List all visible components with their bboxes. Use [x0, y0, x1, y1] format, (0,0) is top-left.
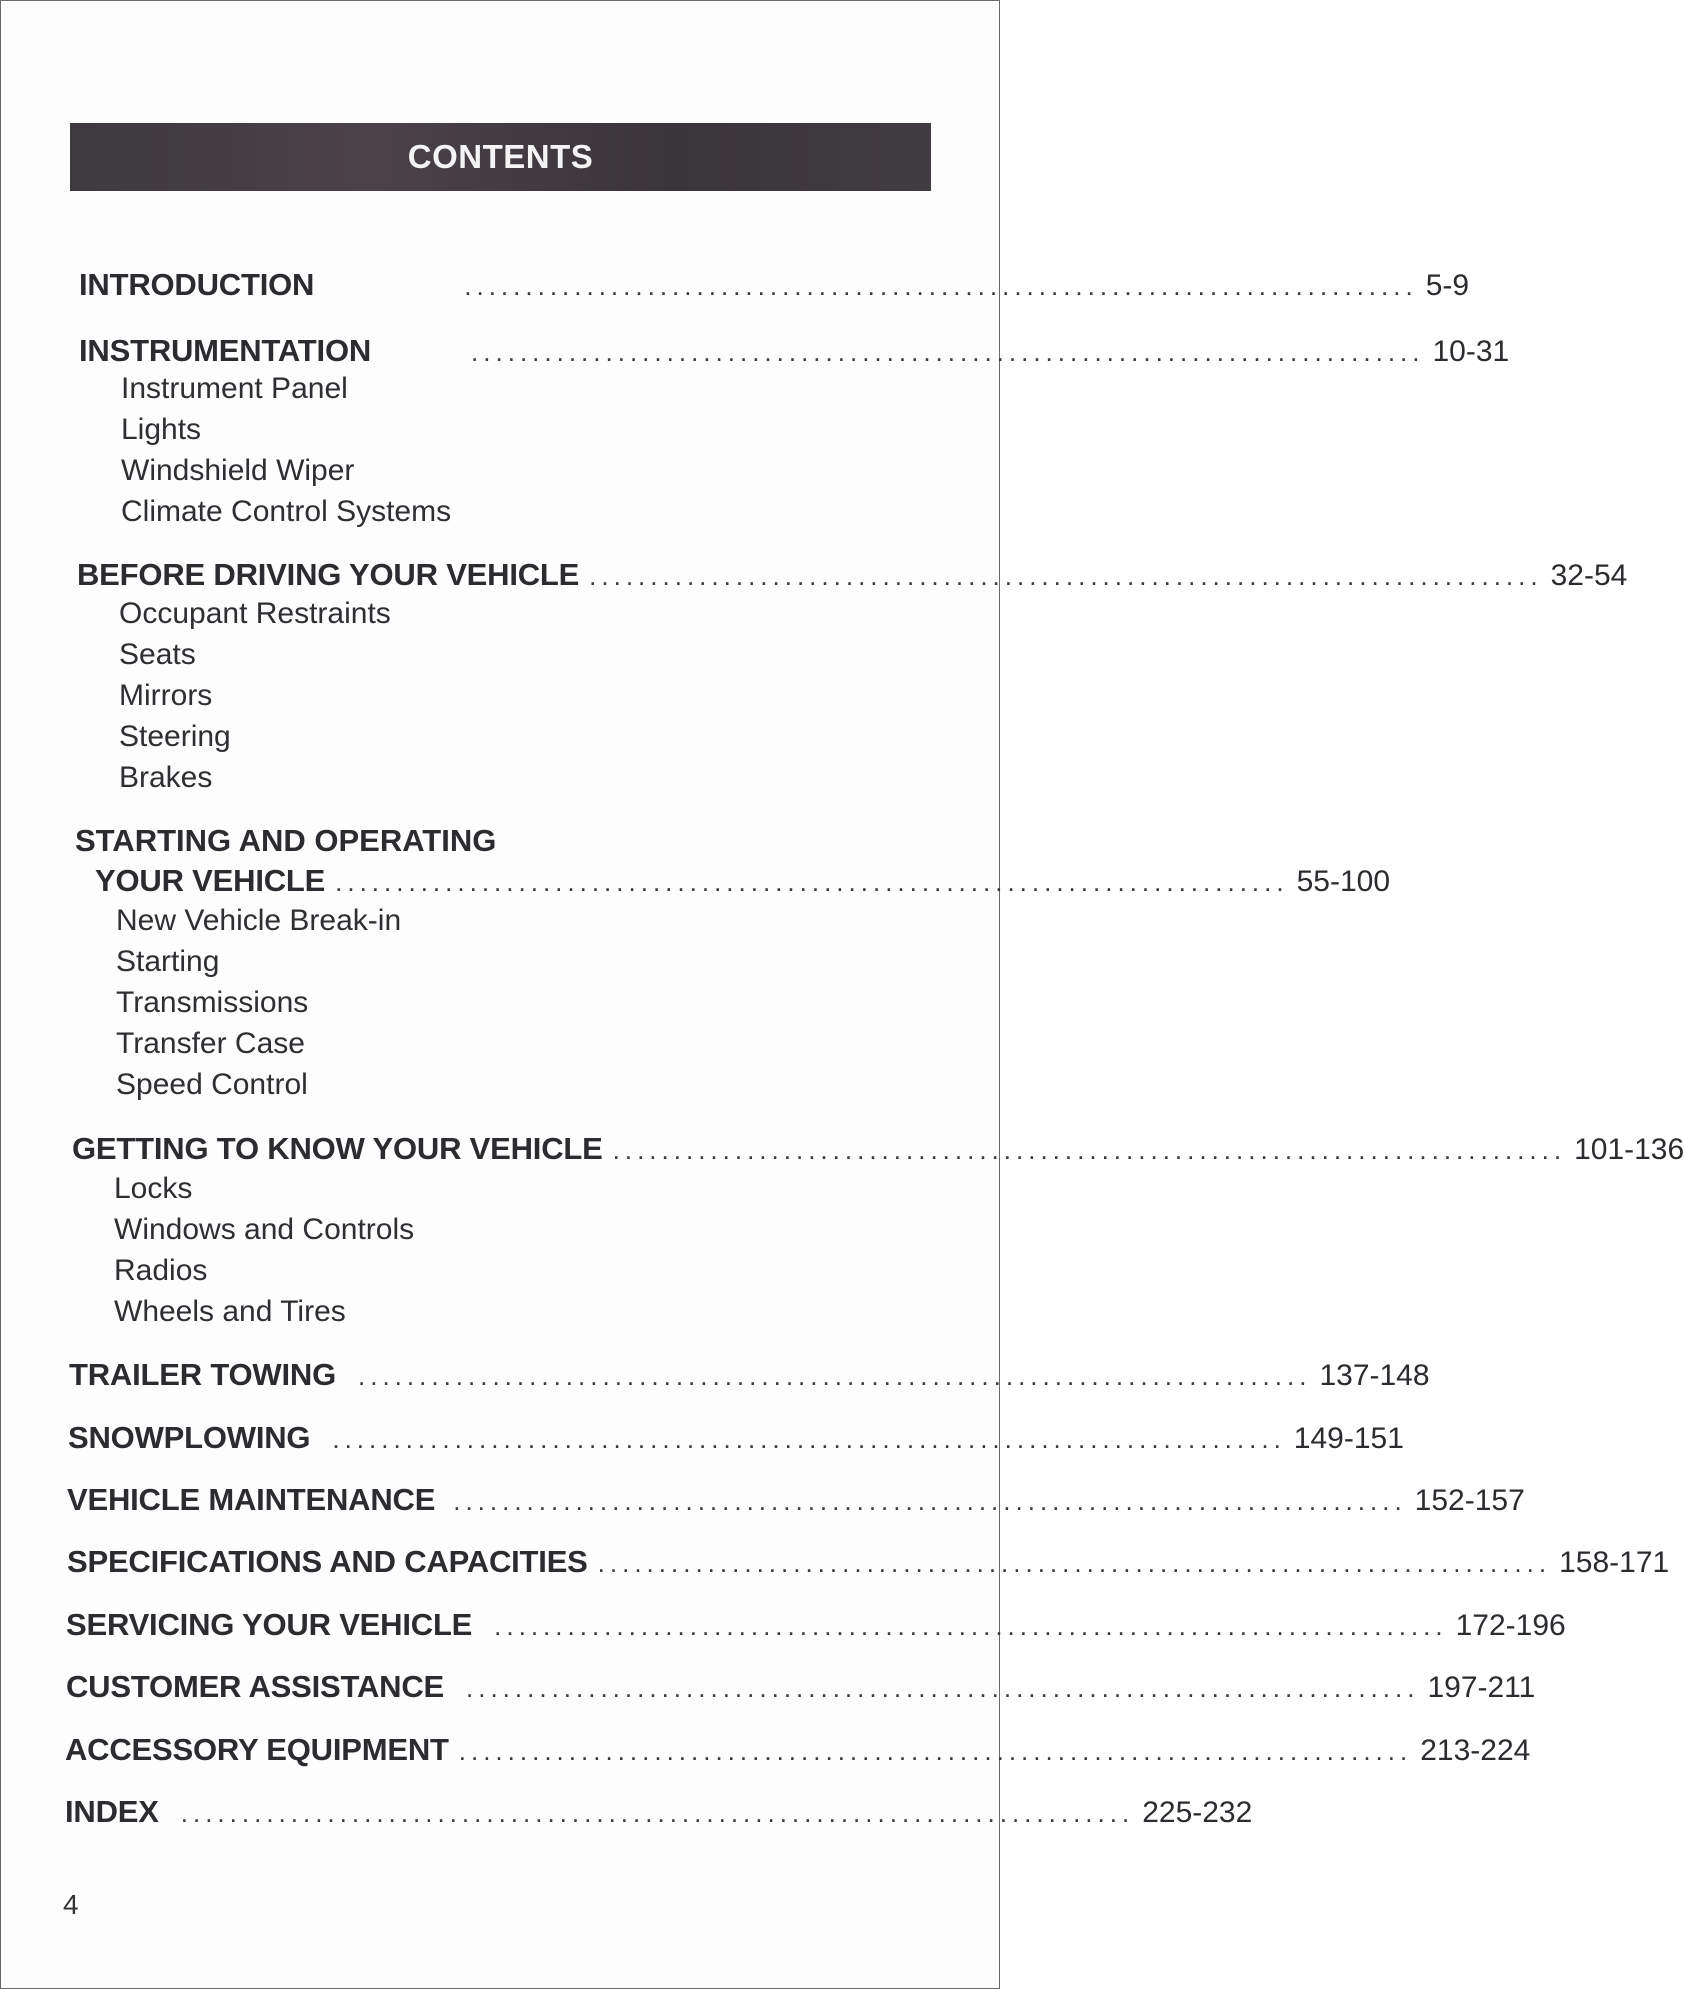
dot-leader: .............................................................................. [466, 1673, 1420, 1703]
toc-subentry: Steering [119, 720, 231, 753]
toc-entry-title: GETTING TO KNOW YOUR VEHICLE [72, 1131, 603, 1166]
dot-leader: .............................................................................. [458, 1736, 1413, 1766]
toc-entry-title: CUSTOMER ASSISTANCE [66, 1669, 444, 1704]
page-number: 4 [63, 1889, 79, 1920]
toc-entry-title: SERVICING YOUR VEHICLE [66, 1607, 473, 1642]
toc-entry-accessory-equipment[interactable] [65, 1732, 1531, 1768]
dot-leader: .............................................................................. [589, 561, 1543, 591]
toc-entry-pages: 10-31 [1432, 335, 1510, 368]
toc-entry-pages: 149-151 [1293, 1422, 1404, 1455]
toc-subentry: Radios [114, 1254, 208, 1287]
dot-leader: .............................................................................. [494, 1611, 1448, 1641]
toc-entry-pages: 172-196 [1455, 1609, 1566, 1642]
dot-leader: .............................................................................. [597, 1548, 1552, 1578]
toc-entry-vehicle-maintenance[interactable] [67, 1482, 1525, 1518]
toc-entry-servicing[interactable] [66, 1607, 1566, 1643]
toc-entry-title: SNOWPLOWING [68, 1420, 311, 1455]
toc-entry-before-driving[interactable] [77, 557, 1628, 593]
toc-entry-pages: 55-100 [1296, 865, 1391, 898]
dot-leader: .............................................................................. [612, 1135, 1567, 1165]
toc-entry-pages: 152-157 [1414, 1484, 1525, 1517]
toc-entry-specifications[interactable] [67, 1544, 1670, 1580]
toc-entry-pages: 137-148 [1319, 1359, 1430, 1392]
toc-subentry: Transmissions [116, 986, 309, 1019]
page-title: CONTENTS [407, 138, 594, 175]
toc-entry-title: ACCESSORY EQUIPMENT [65, 1732, 449, 1767]
toc-entry-starting[interactable] [95, 863, 1391, 899]
toc-subentry: Climate Control Systems [121, 495, 452, 528]
toc-subentry: Instrument Panel [121, 372, 348, 405]
toc-entry-snowplowing[interactable] [68, 1420, 1404, 1456]
toc-entry-title: INTRODUCTION [79, 267, 315, 302]
toc-entry-title: BEFORE DRIVING YOUR VEHICLE [77, 557, 580, 592]
toc-subentry: Starting [116, 945, 220, 978]
toc-entry-title: VEHICLE MAINTENANCE [67, 1482, 436, 1517]
contents-header-bar [70, 123, 931, 191]
toc-subentry: Speed Control [116, 1068, 308, 1101]
toc-entry-introduction[interactable] [79, 267, 1470, 303]
toc-subentry: Transfer Case [116, 1027, 305, 1060]
toc-entry-customer-assistance[interactable] [66, 1669, 1536, 1705]
toc-subentry: Windshield Wiper [121, 454, 355, 487]
dot-leader: .............................................................................. [358, 1361, 1312, 1391]
dot-leader: .............................................................................. [180, 1798, 1135, 1828]
dot-leader: .............................................................................. [464, 271, 1418, 301]
toc-entry-title: INSTRUMENTATION [79, 333, 372, 368]
toc-entry-title: YOUR VEHICLE [95, 863, 326, 898]
toc-subentry: Locks [114, 1172, 193, 1205]
toc-subentry: Brakes [119, 761, 213, 794]
toc-entry-pages: 158-171 [1559, 1546, 1670, 1579]
toc-entry-trailer-towing[interactable] [69, 1357, 1430, 1393]
toc-entry-title-line: STARTING AND OPERATING [75, 823, 497, 858]
toc-subentry: Occupant Restraints [119, 597, 391, 630]
toc-entry-title: TRAILER TOWING [69, 1357, 336, 1392]
dot-leader: .............................................................................. [471, 337, 1425, 367]
toc-entry-getting-to-know[interactable] [72, 1131, 1684, 1167]
toc-entry-title: INDEX [65, 1794, 159, 1829]
toc-entry-pages: 213-224 [1420, 1734, 1531, 1767]
toc-subentry: Seats [119, 638, 196, 671]
toc-subentry: Windows and Controls [114, 1213, 415, 1246]
toc-entry-pages: 225-232 [1142, 1796, 1253, 1829]
toc-entry-instrumentation[interactable] [79, 333, 1510, 369]
toc-subentry: New Vehicle Break-in [116, 904, 402, 937]
dot-leader: .............................................................................. [332, 1424, 1286, 1454]
toc-subentry: Wheels and Tires [114, 1295, 346, 1328]
dot-leader: .............................................................................. [335, 867, 1289, 897]
toc-entry-pages: 101-136 [1574, 1133, 1684, 1166]
toc-entry-pages: 32-54 [1550, 559, 1628, 592]
toc-entry-title: SPECIFICATIONS AND CAPACITIES [67, 1544, 588, 1579]
toc-subentry: Lights [121, 413, 202, 446]
toc-entry-pages: 5-9 [1425, 269, 1470, 302]
toc-entry-index[interactable] [65, 1794, 1253, 1830]
toc-subentry: Mirrors [119, 679, 213, 712]
toc-entry-pages: 197-211 [1427, 1671, 1536, 1704]
dot-leader: .............................................................................. [453, 1486, 1407, 1516]
